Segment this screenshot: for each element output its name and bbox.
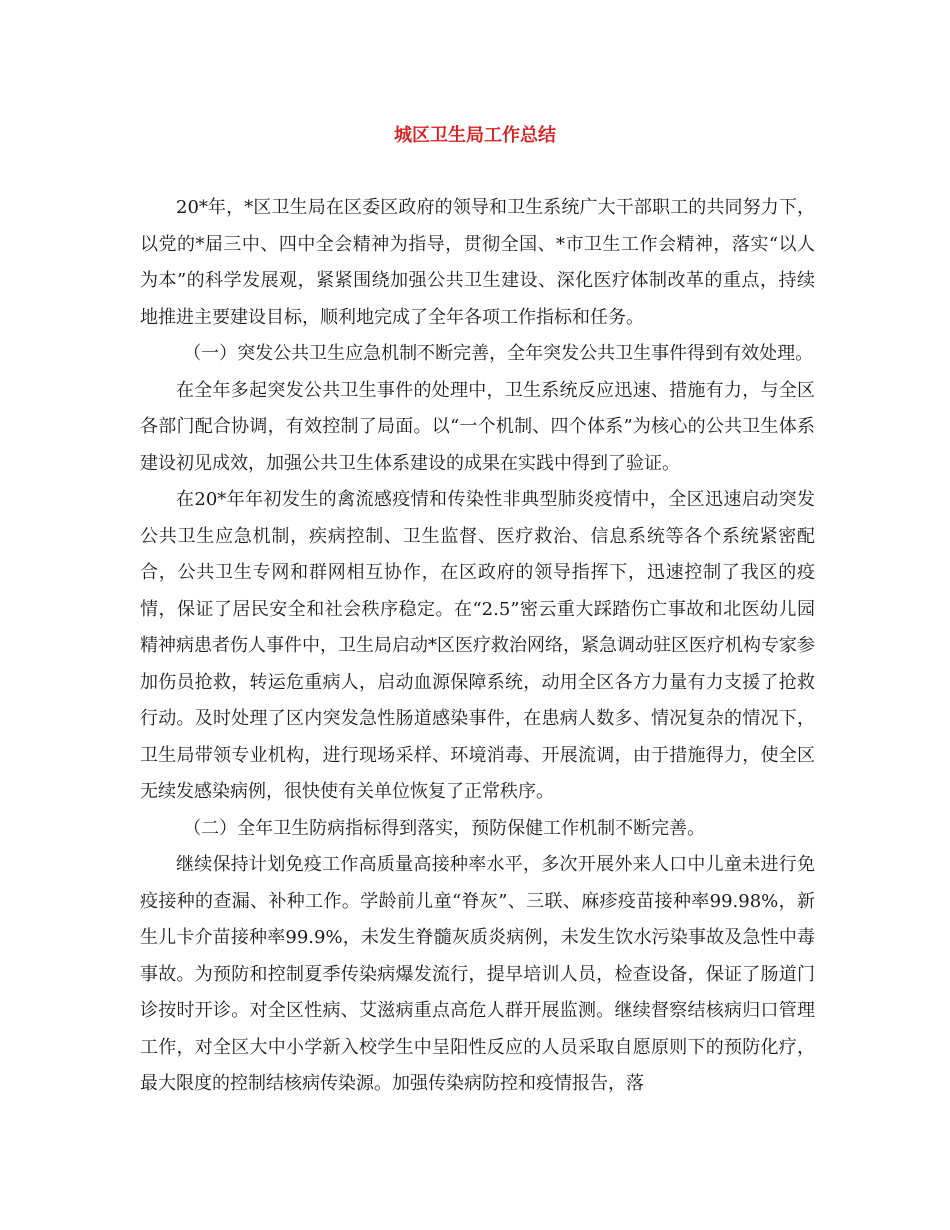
paragraph-emergency-overview: 在全年多起突发公共卫生事件的处理中，卫生系统反应迅速、措施有力，与全区各部门配合协调，有效控制了局面。以“一个机制、四个体系”为核心的公共卫生体系建设初见成效，加强公共卫生体系建设的成果在实践中得到了验证。 bbox=[140, 379, 815, 474]
section-heading-2: （二）全年卫生防病指标得到落实，预防保健工作机制不断完善。 bbox=[183, 817, 706, 839]
paragraph-intro: 20*年，*区卫生局在区委区政府的领导和卫生系统广大干部职工的共同努力下，以党的*届三中、四中全会精神为指导，贯彻全国、*市卫生工作会精神，落实“以人为本”的科学发展观，紧紧围绕加强公共卫生建设、深化医疗体制改革的重点，持续地推进主要建设目标，顺利地完成了全年各项工作指标和任务。 bbox=[140, 197, 815, 328]
paragraph-emergency-details: 在20*年年初发生的禽流感疫情和传染性非典型肺炎疫情中，全区迅速启动突发公共卫生应急机制，疾病控制、卫生监督、医疗救治、信息系统等各个系统紧密配合，公共卫生专网和群网相互协作，在区政府的领导指挥下，迅速控制了我区的疫情，保证了居民安全和社会秩序稳定。在“2.5”密云重大踩踏伤亡事故和北医幼儿园精神病患者伤人事件中，卫生局启动*区医疗救治网络，紧急调动驻区医疗机构专家参加伤员抢救，转运危重病人，启动血源保障系统，动用全区各方力量有力支援了抢救行动。及时处理了区内突发急性肠道感染事件，在患病人数多、情况复杂的情况下，卫生局带领专业机构，进行现场采样、环境消毒、开展流调，由于措施得力，使全区无续发感染病例，很快使有关单位恢复了正常秩序。 bbox=[140, 489, 815, 802]
document-title: 城区卫生局工作总结 bbox=[394, 125, 556, 146]
document-body bbox=[140, 190, 815, 1103]
paragraph-immunization: 继续保持计划免疫工作高质量高接种率水平，多次开展外来人口中儿童未进行免疫接种的查漏、补种工作。学龄前儿童“脊灰”、三联、麻疹疫苗接种率99.98%，新生儿卡介苗接种率99.9%，未发生脊髓灰质炎病例，未发生饮水污染事故及急性中毒事故。为预防和控制夏季传染病爆发流行，提早培训人员，检查设备，保证了肠道门诊按时开诊。对全区性病、艾滋病重点高危人群开展监测。继续督察结核病归口管理工作，对全区大中小学新入校学生中呈阳性反应的人员采取自愿原则下的预防化疗，最大限度的控制结核病传染源。加强传染病防控和疫情报告，落 bbox=[140, 854, 815, 1094]
section-heading-1: （一）突发公共卫生应急机制不断完善，全年突发公共卫生事件得到有效处理。 bbox=[183, 343, 814, 364]
